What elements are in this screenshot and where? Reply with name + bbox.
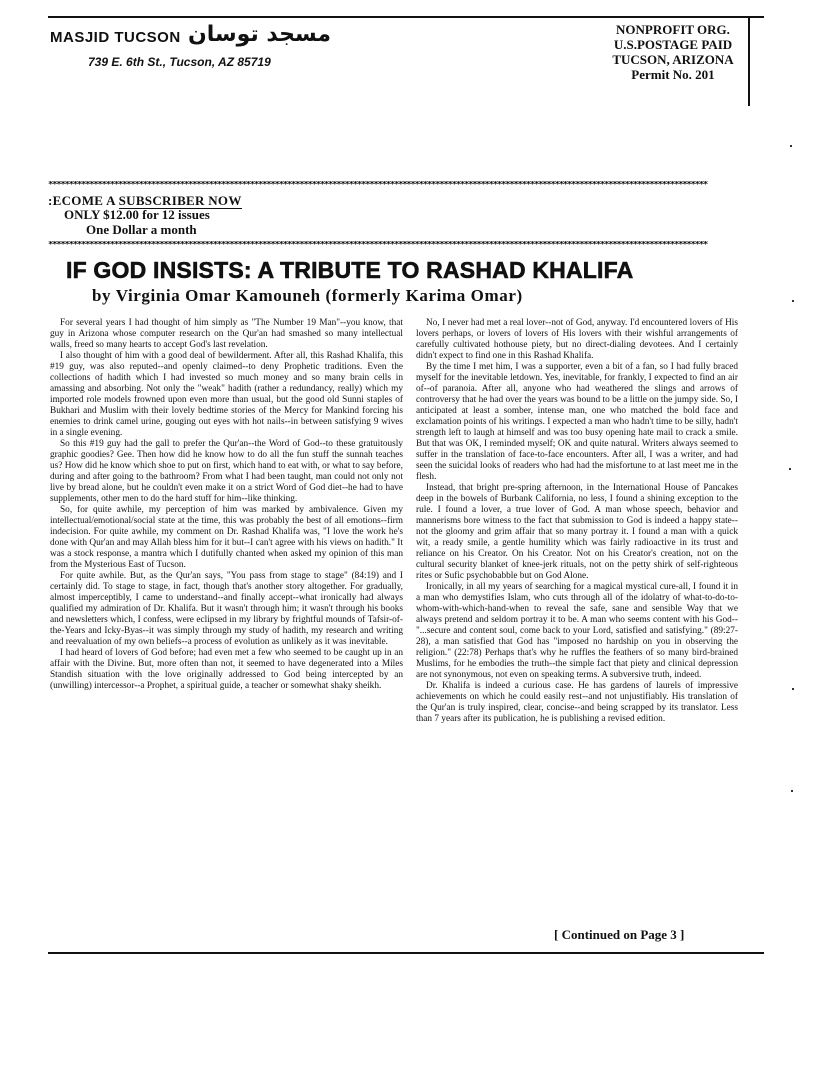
scan-speck [792,300,794,302]
subscription-price: ONLY $12.00 for 12 issues [64,207,210,222]
scan-speck [791,790,793,792]
org-name-arabic: مسجد توسان [188,22,331,47]
subscribe-prefix: :ECOME A [48,193,119,208]
paragraph: For quite awhile. But, as the Qur'an says, "You pass from stage to stage" (84:19) and I certainly did. To stage to stage, in fact, though that's another story altogether. For gradually, almost imperceptibly, I came to understand--and finally accept--what ironically had always qualified my admiration of Dr. Khalifa. But it wasn't through him; it wasn't through his books and newsletters which, I confess, were eclipsed in my library by frightful mounds of Tafsir-of-the-Years and Icky-Byas--it was simply through my study of hadith, my research and writing and reevaluation of my own beliefs--a process of evolution as unlikely as it was inevitable. [50,571,403,647]
postage-line: Permit No. 201 [631,67,715,82]
paragraph: Ironically, in all my years of searching for a magical mystical cure-all, I found it in a man who demystifies Islam, who cuts through all of the idolatry of what-to-do-to-whom-with-which-hand-when to reveal the safe, sane and sensible Way that we always pretend and seldom portray it to be. A man who seems content with his God--"...secure and content soul, come back to your Lord, satisfied and satisfying." (89:27-28), a man satisfied that God has "imposed no hardship on you in observing the religion." (22:78) Perhaps that's why he ruffles the feathers of so many bird-brained Muslims, for he embodies the truth--the simple fact that piety and clinical depression are not synonymous, not even on speaking terms. A subversive truth, indeed. [416,582,738,680]
paragraph: By the time I met him, I was a supporter, even a bit of a fan, so I had fully braced myself for the inevitable letdown. Yes, inevitable, for frankly, I expected to find an air of--of paranoia. After all, anyone who had weathered the slings and arrows of controversy that he had over the years was bound to be a little on the jumpy side. So, I anticipated at least a somber, intense man, one who matched the bold face and exclamation points of his writings. I expected a man who hadn't time to be silly, hadn't strength left to laugh at himself and was too busy opening hate mail to crack a smile. But that was OK, I reminded myself; OK and quite natural. Writers always seemed to suffer in the translation of face-to-face encounters. After all, I was a writer, and had seen the suicidal looks of readers who had had the misfortune to at last meet me in the flesh. [416,362,738,482]
star-rule-bottom: **************************************************************************************************************************************************************** [48,241,707,249]
paragraph: So, for quite awhile, my perception of him was marked by ambivalence. Given my intellectual/emotional/social state at the time, this was probably the best of all emotions--firm indecision. For quite awhile, my comment on Dr. Rashad Khalifa was, "I love the work he's done with Qur'an and may Allah bless him for it but--I can't agree with his views on hadith." It was a stock response, a mantra which I dutifully chanted when asked my opinion of this man from the Mysterious East of Tucson. [50,505,403,570]
article-column-left [50,318,403,692]
paragraph: I had heard of lovers of God before; had even met a few who seemed to be caught up in an affair with the Divine. But, more often than not, it seemed to have degenerated into a Miles Standish situation with the love originally addressed to God being intercepted by an (unwilling) intercessor--a Prophet, a spiritual guide, a teacher or somewhat shaky sheikh. [50,648,403,691]
postage-indicia [598,22,748,82]
scan-speck [789,468,791,470]
article-headline: IF GOD INSISTS: A TRIBUTE TO RASHAD KHALIFA [66,257,634,283]
article-byline: by Virginia Omar Kamouneh (formerly Karima Omar) [92,286,523,305]
paragraph: No, I never had met a real lover--not of God, anyway. I'd encountered lovers of His lovers perhaps, or lovers of lovers of His lovers with their wishful arrangements of carefully cultivated hothouse piety, but no direct-dialing devotees. And I certainly didn't expect to find one in this Rashad Khalifa. [416,318,738,361]
top-border-rule [48,16,764,18]
postage-line: U.S.POSTAGE PAID [613,37,733,52]
paragraph: I also thought of him with a good deal of bewilderment. After all, this Rashad Khalifa, this #19 guy, was also reputed--and openly claimed--to deny Prophetic traditions. Even the collections of hadith which I had invested so much money and so many brain cells in amassing and absorbing. Not only the "weak" hadith (rather a redundancy, really) which my imported role models frowned upon even more than usual, but the good old Sunni staples of Bukhari and Muslim with their lovely bedtime stories of the Mercy for Mankind forcing his enemies to drink camel urine, gouging out eyes with hot nails--in between satisfying 9 wives in a single evening. [50,351,403,438]
subscription-monthly: One Dollar a month [86,222,197,237]
bottom-border-rule [48,952,764,954]
paragraph: Instead, that bright pre-spring afternoon, in the International House of Pancakes deep in the bowels of Burbank California, no less, I found a shining exception to the rule. I found a lover, a true lover of God. A man whose speech, behavior and mannerisms bore witness to the fact that submission to God is indeed a happy state--not the gloomy and grim affair that so many portray it. I found a man with a quick wit, a ready smile, a gentle humility which was fairly radioactive in its trust and reliance on his Creator. On his Creator. Not on his Creator's creation, not on the cultural security blanket of knee-jerk rituals, not on the petty shirk of self-righteous rites or Sufic psychobabble but on God Alone. [416,483,738,581]
scan-speck [790,145,792,147]
star-rule-top: **************************************************************************************************************************************************************** [48,181,707,189]
postage-line: TUCSON, ARIZONA [612,52,734,67]
org-name: MASJID TUCSON [50,29,181,46]
subscribe-now: SUBSCRIBER NOW [118,193,242,208]
continued-notice: [ Continued on Page 3 ] [554,927,685,942]
postage-line: NONPROFIT ORG. [616,22,730,37]
org-address: 739 E. 6th St., Tucson, AZ 85719 [88,55,271,69]
paragraph: So this #19 guy had the gall to prefer the Qur'an--the Word of God--to these gratuitously graphic goodies? Gee. Then how did he know how to do all the fun stuff the sunnah teaches us? How did he know which shoe to put on first, which hand to eat with, or what to say before, during and after going to the bathroom? From what I had been taught, man could not only not live by bread alone, but he couldn't even make it on a strict Word of God diet--he had to have supplements, other men to do the hard stuff for him--like thinking. [50,439,403,504]
paragraph: For several years I had thought of him simply as "The Number 19 Man"--you know, that guy in Arizona whose computer research on the Qur'an had smashed so many intellectual walls, freed so many hearts to accept God's last revelation. [50,318,403,350]
paragraph: Dr. Khalifa is indeed a curious case. He has gardens of laurels of impressive achievements on which he could easily rest--and not unjustifiably. His translation of the Qur'an is truly inspired, clear, concise--and being scrapped by its translator. Less than 7 years after its publication, he is publishing a revised edition. [416,681,738,724]
scan-speck [792,688,794,690]
postage-box-border [748,16,750,106]
article-column-right [416,318,738,725]
